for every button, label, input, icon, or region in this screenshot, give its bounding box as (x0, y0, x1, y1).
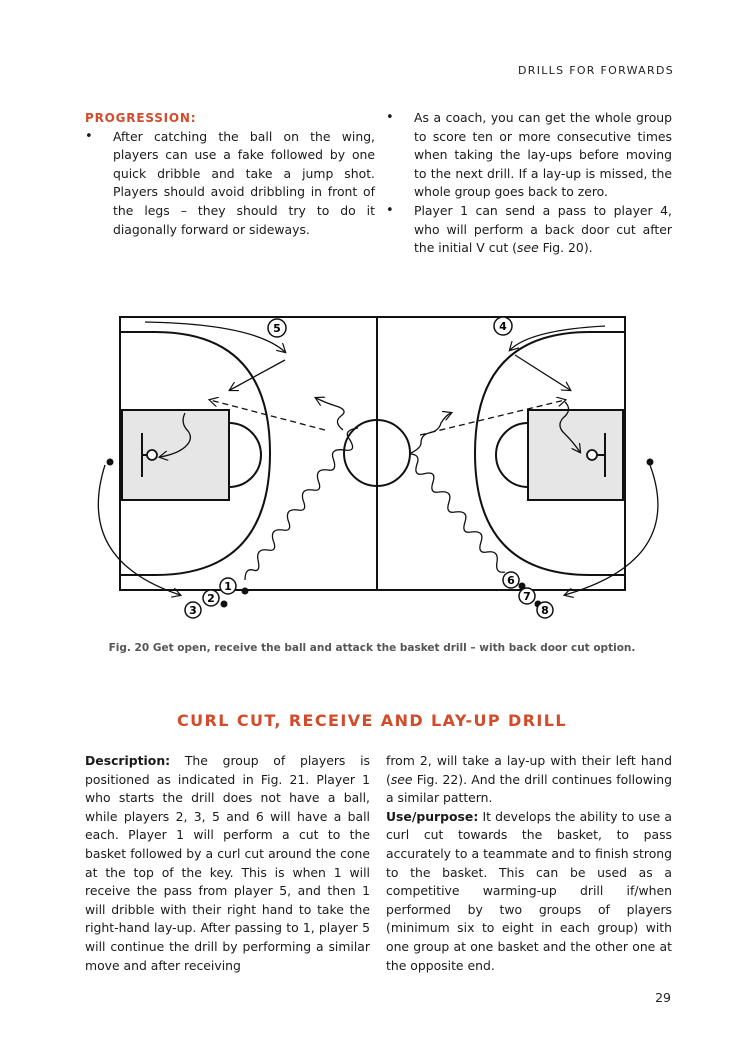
use-purpose-text: It develops the ability to use a curl cut towards the basket, to pass accurately to a teammate and to finish strong to the basket. This can be used as a competitive warming-up drill if/when performed by two groups of players (minimum six to eight in each group) with one group at one basket and the other one at the opposite end. (386, 808, 672, 973)
svg-text:1: 1 (224, 580, 232, 593)
description-continuation (386, 752, 672, 808)
svg-text:4: 4 (499, 320, 507, 333)
player-4 (494, 317, 512, 335)
player-2 (203, 590, 219, 606)
bullet-text: Fig. 20). (538, 240, 593, 256)
player-8 (537, 602, 553, 618)
bullet-text: Player 1 can send a pass to player 4, who will perform a back door cut after the initial V cut ( (414, 202, 672, 256)
dribble-path-6 (409, 454, 505, 572)
description-right-column (386, 752, 672, 975)
right-free-throw-circle (496, 423, 528, 487)
dribble-path-centre-left (316, 398, 344, 430)
left-hoop (147, 450, 157, 460)
use-purpose-paragraph (386, 808, 672, 975)
player-7 (519, 588, 535, 604)
right-hoop (587, 450, 597, 460)
running-head: DRILLS FOR FORWARDS (518, 64, 674, 77)
svg-text:5: 5 (273, 322, 281, 335)
continuation-italic: see (390, 771, 413, 787)
player-3 (185, 602, 201, 618)
description-text: The group of players is positioned as indicated in Fig. 21. Player 1 who starts the drill does not have a ball, while players 2, 3, 5 and 6 will have a ball each. Player 1 will perform a cut to the basket followed by a curl cut around the cone at the top of the key. This is when 1 will receive the pass from player 5, and then 1 will dribble with their right hand to take the right-hand lay-up. After passing to 1, player 5 will continue the drill by performing a similar move and after receiving (85, 753, 370, 973)
ball (221, 601, 228, 608)
left-key (122, 410, 229, 500)
progression-left-column (85, 109, 375, 239)
progression-heading: PROGRESSION: (85, 111, 197, 125)
dribble-path-centre-right (411, 413, 451, 453)
description-left-column (85, 752, 370, 975)
right-key (528, 410, 623, 500)
progression-bullet: • As a coach, you can get the whole group to score ten or more consecutive times when taking the lay-ups before moving to the next drill. If a lay-up is missed, the whole group goes back to zero. (386, 109, 672, 202)
progression-bullet (386, 202, 672, 258)
svg-text:6: 6 (507, 574, 515, 587)
continuation-text: Fig. 22). And the drill continues following a similar pattern. (386, 771, 672, 806)
use-purpose-label: Use/purpose: (386, 808, 479, 824)
left-free-throw-circle (229, 423, 261, 487)
section-title: CURL CUT, RECEIVE AND LAY-UP DRILL (177, 711, 567, 730)
svg-text:7: 7 (523, 590, 531, 603)
svg-text:8: 8 (541, 604, 549, 617)
figure-caption: Fig. 20 Get open, receive the ball and attack the basket drill – with back door cut option. (108, 642, 636, 654)
cone (107, 459, 114, 466)
cone (647, 459, 654, 466)
court-diagram (85, 310, 670, 630)
player-1 (220, 578, 236, 594)
page-number: 29 (655, 990, 671, 1005)
dribble-path-1 (245, 428, 358, 580)
description-label: Description: (85, 753, 171, 768)
progression-bullet: • After catching the ball on the wing, players can use a fake followed by one quick dribble and take a jump shot. Players should avoid dribbling in front of the legs – they should try to do it diagonally forward or sideways. (85, 128, 375, 240)
progression-right-column (386, 109, 672, 258)
ball (242, 588, 249, 595)
svg-text:3: 3 (189, 604, 197, 617)
continuation-text: from 2, will take a lay-up with their left hand ( (386, 753, 672, 787)
v-cut-path-4 (515, 355, 570, 390)
svg-text:2: 2 (207, 592, 215, 605)
bullet-italic: see (517, 240, 539, 256)
player-5 (268, 319, 286, 337)
player-6 (503, 572, 519, 588)
cut-path-5 (145, 322, 285, 352)
